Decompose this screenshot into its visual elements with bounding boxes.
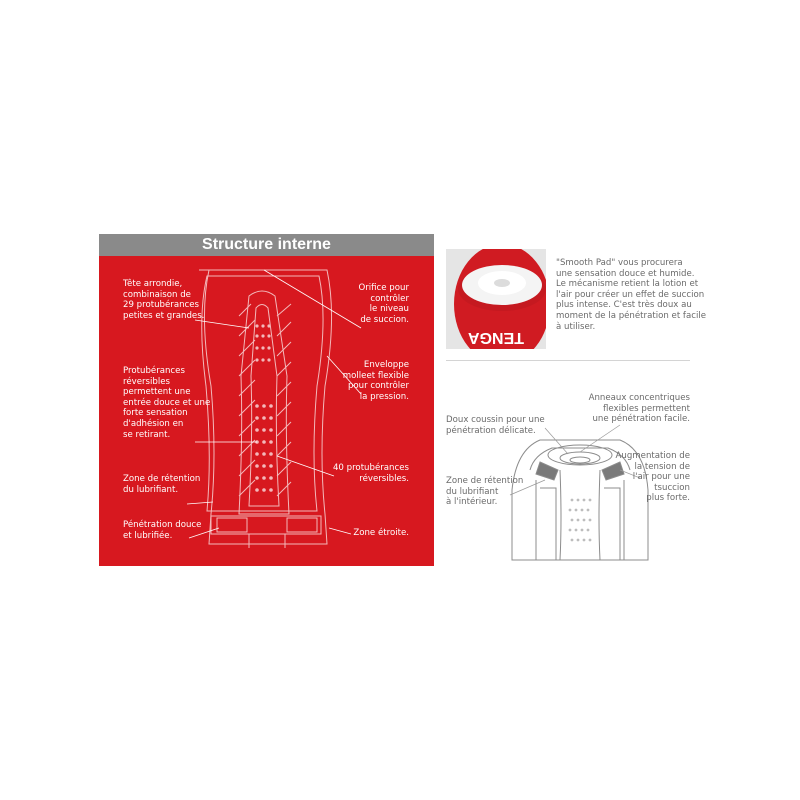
label-smooth-entry: Pénétration douce et lubrifiée.: [123, 520, 202, 541]
label-soft-shell: Enveloppe molleet flexible pour contrôler la pression.: [342, 360, 409, 402]
label-40-nubs: 40 protubérances réversibles.: [332, 463, 409, 484]
label-reversible-nubs: Protubérances réversibles permettent une entrée douce et une forte sensation d'adhésion en se retirant.: [123, 366, 211, 440]
label-soft-cushion: Doux coussin pour une pénétration délicate.: [446, 415, 545, 436]
label-rounded-head: Tête arrondie, combinaison de 29 protubérances petites et grandes.: [123, 279, 205, 321]
label-concentric-rings: Anneaux concentriques flexibles permettent une pénétration facile.: [588, 393, 690, 425]
label-inner-lube-zone: Zone de rétention du lubrifiant à l'intérieur.: [446, 476, 524, 508]
label-suction-orifice: Orifice pour contrôler le niveau de succion.: [358, 283, 409, 325]
label-air-tension: Augmentation de la tension de l'air pour une tsuccion plus forte.: [615, 451, 690, 504]
smooth-pad-caption: "Smooth Pad" vous procurera une sensation douce et humide. Le mécanisme retient la lotion et l'air pour créer un effet de succion plus intense. C'est très doux au moment de la pénétration et facile à utiliser.: [556, 258, 707, 332]
diagram-title: Structure interne: [202, 236, 331, 253]
brand-text: TENGA: [468, 329, 524, 346]
label-lube-retention-zone: Zone de rétention du lubrifiant.: [123, 474, 201, 495]
label-narrow-zone: Zone étroite.: [353, 528, 409, 538]
